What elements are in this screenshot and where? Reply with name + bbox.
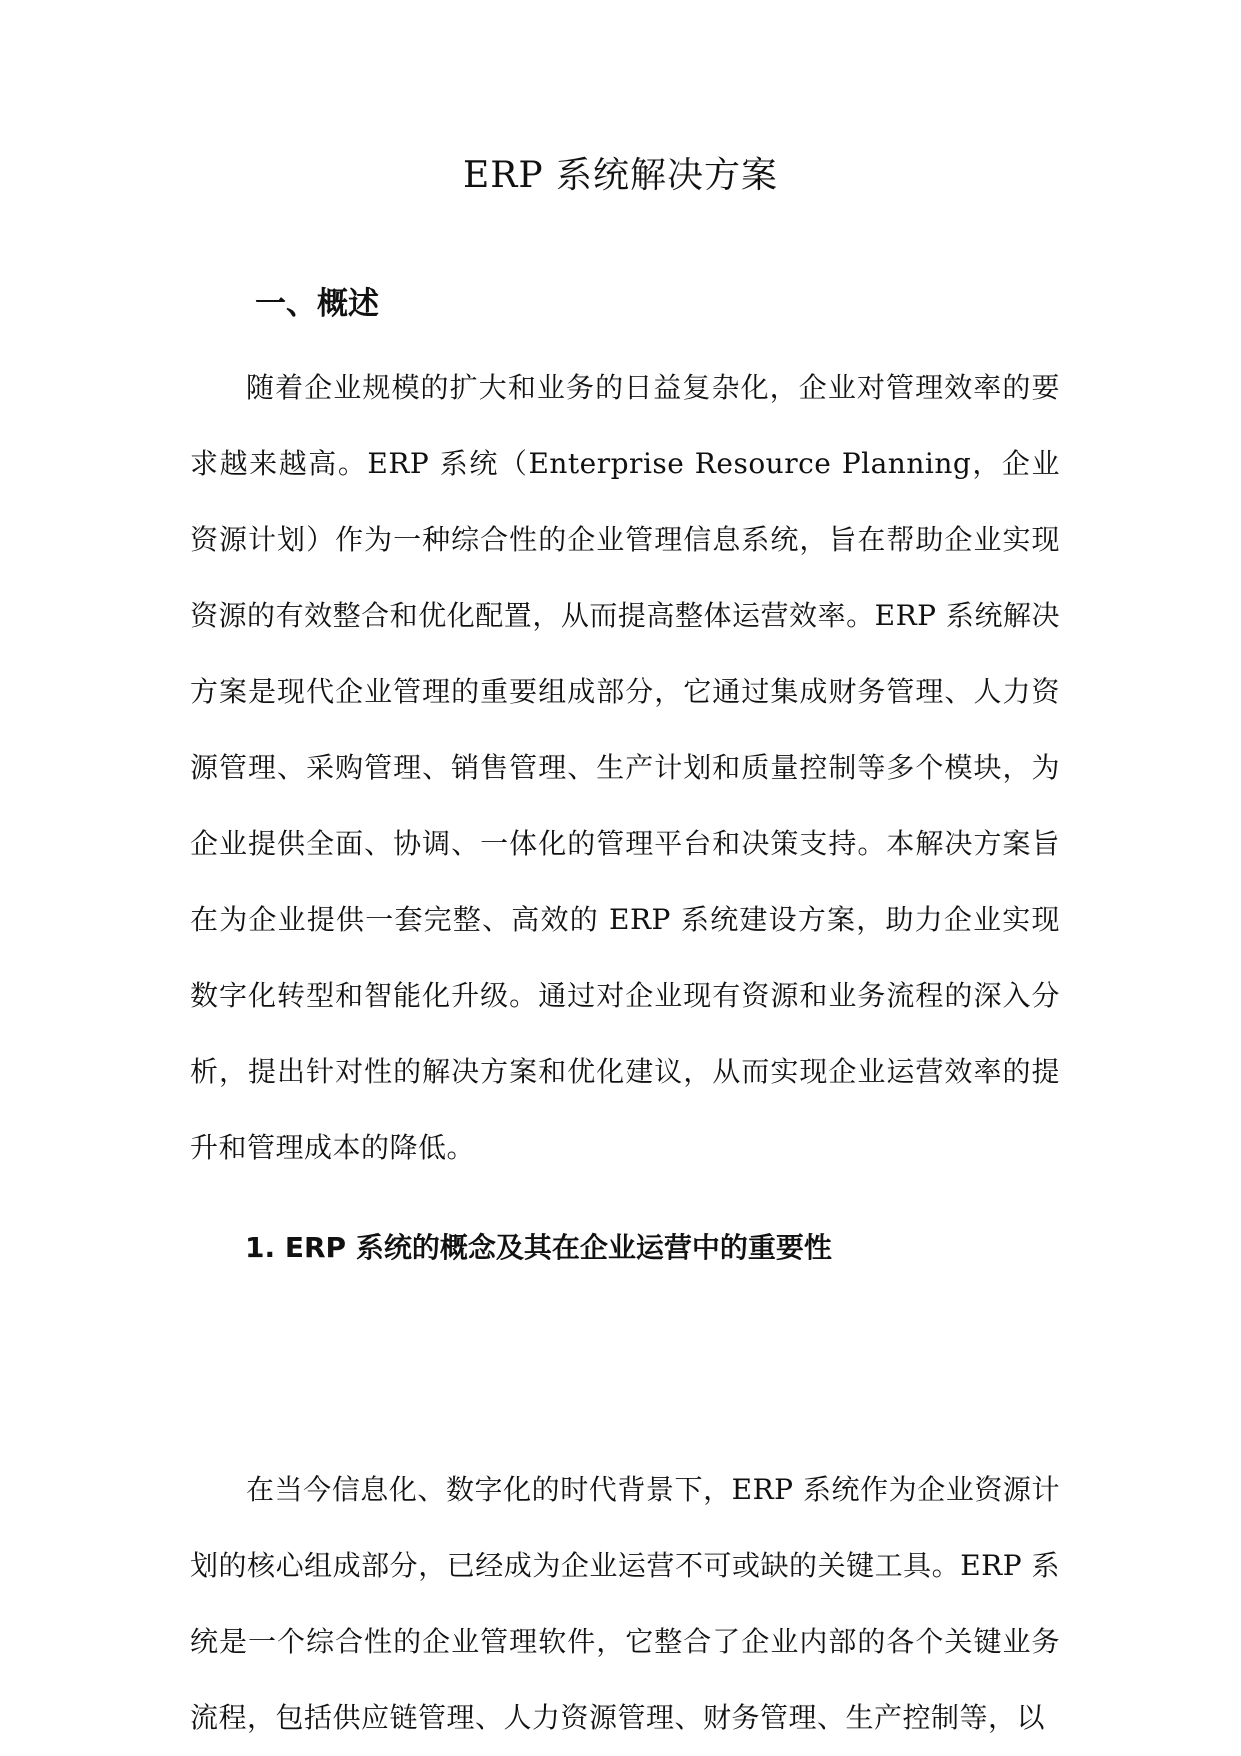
- overview-paragraph: 随着企业规模的扩大和业务的日益复杂化，企业对管理效率的要求越来越高。ERP 系统（Enterprise Resource Planning，企业资源计划）作为一种综合性的企业管理信息系统，旨在帮助企业实现资源的有效整合和优化配置，从而提高整体运营效率。ERP 系统解决方案是现代企业管理的重要组成部分，它通过集成财务管理、人力资源管理、采购管理、销售管理、生产计划和质量控制等多个模块，为企业提供全面、协调、一体化的管理平台和决策支持。本解决方案旨在为企业提供一套完整、高效的 ERP 系统建设方案，助力企业实现数字化转型和智能化升级。通过对企业现有资源和业务流程的深入分析，提出针对性的解决方案和优化建议，从而实现企业运营效率的提升和管理成本的降低。: [190, 371, 1060, 1164]
- erp-concept-paragraph: 在当今信息化、数字化的时代背景下，ERP 系统作为企业资源计划的核心组成部分，已经成为企业运营不可或缺的关键工具。ERP 系统是一个综合性的企业管理软件，它整合了企业内部的各个关键业务流程，包括供应链管理、人力资源管理、财务管理、生产控制等，以: [190, 1473, 1060, 1734]
- document-title: ERP 系统解决方案: [462, 155, 779, 196]
- section-heading-overview: 一、概述: [255, 286, 379, 322]
- subsection-heading-erp-concept: 1. ERP 系统的概念及其在企业运营中的重要性: [245, 1231, 832, 1264]
